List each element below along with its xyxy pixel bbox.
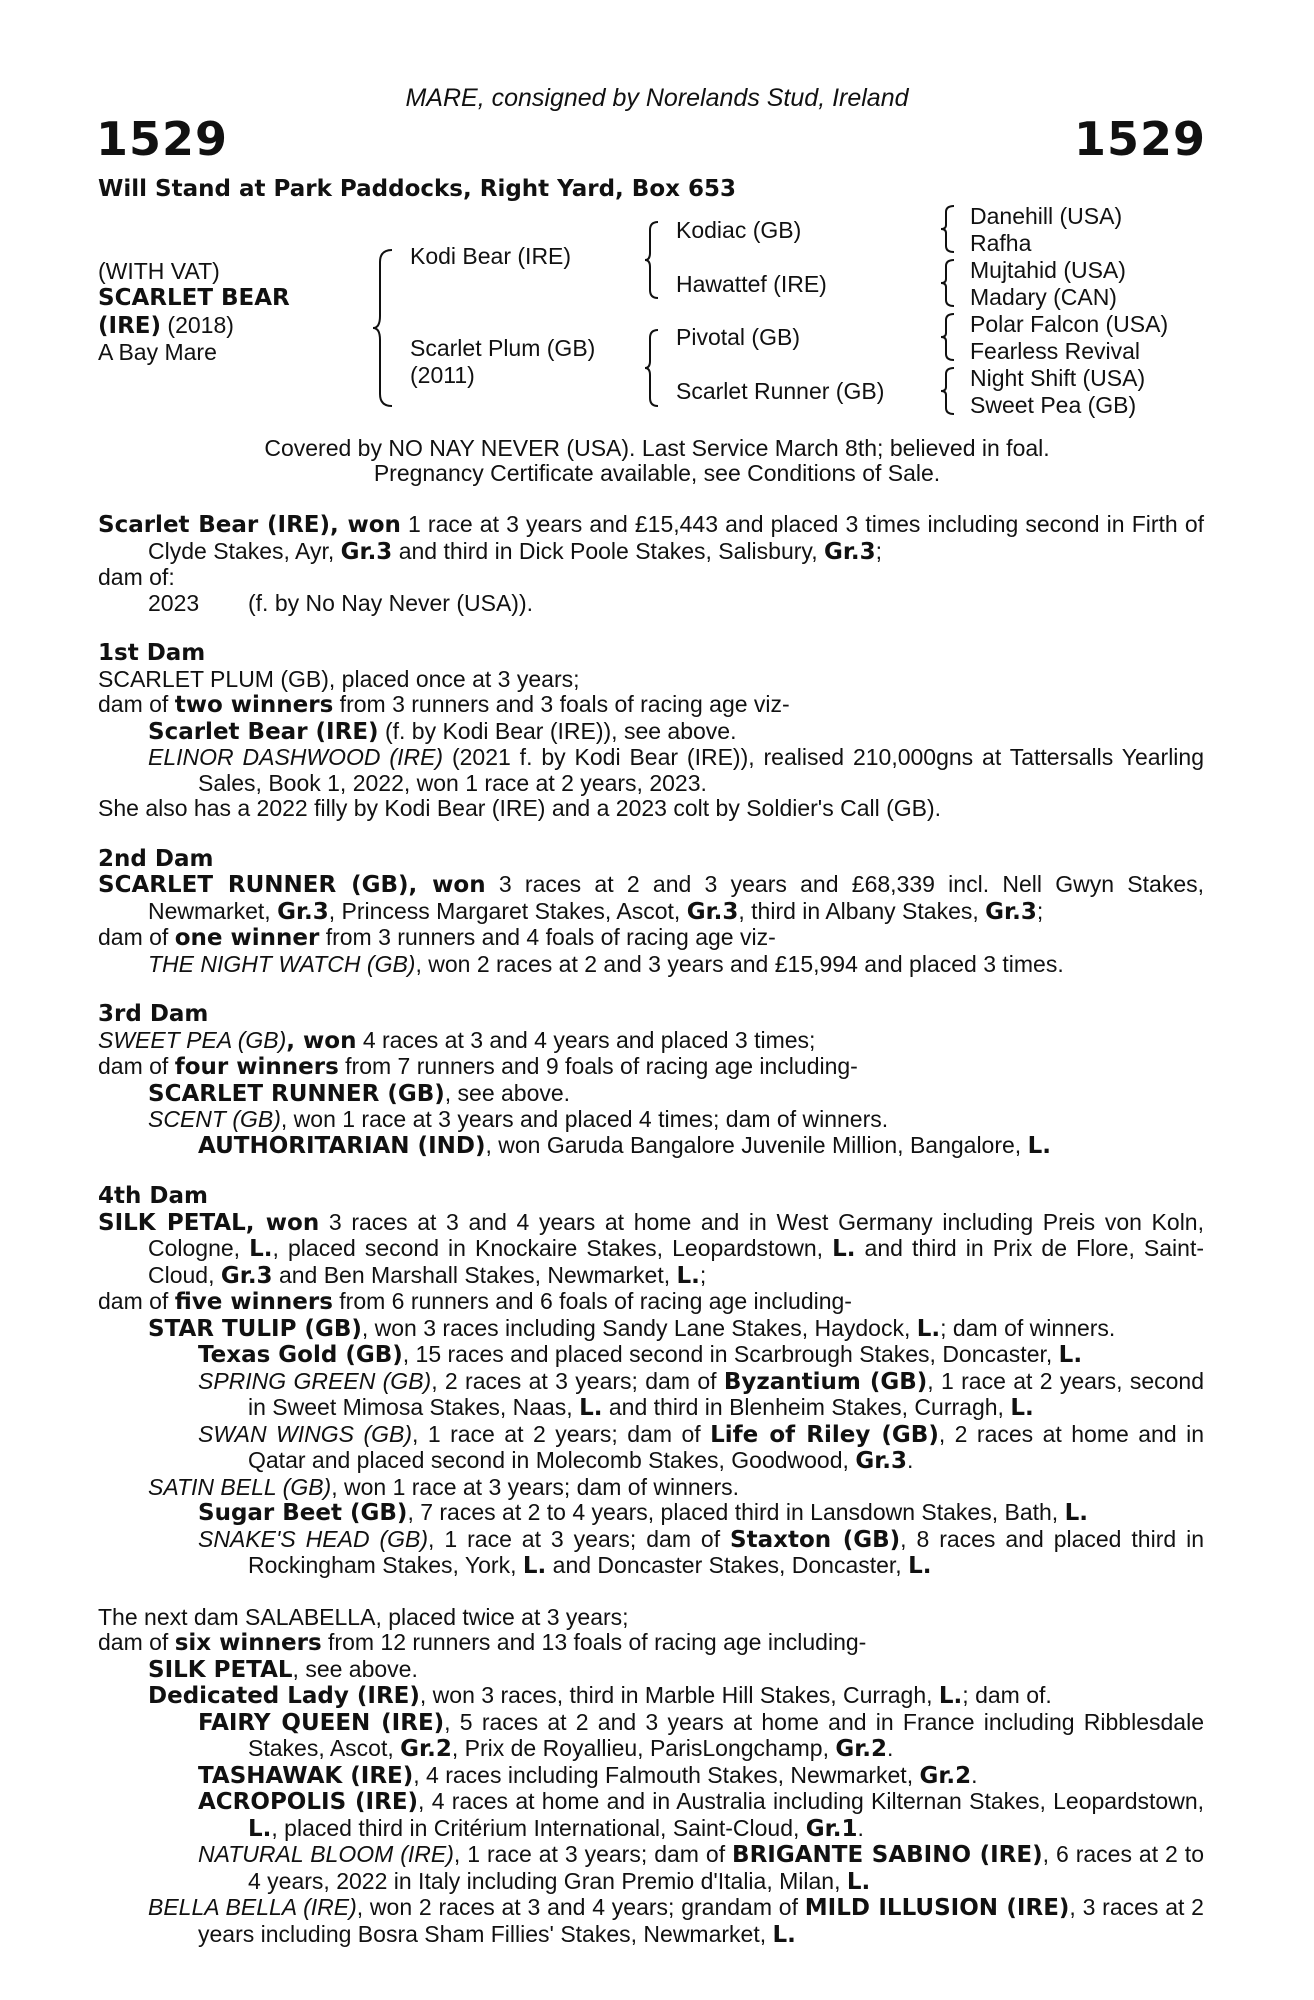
t: Gr.3 xyxy=(686,898,739,925)
t: , 3 races at 2 years including Bosra Sham Fillies' Stakes, Newmarket, xyxy=(198,1894,1204,1947)
lot-number-right: 1529 xyxy=(1073,112,1206,166)
t: , third in Albany Stakes, xyxy=(738,897,986,924)
dam4-sugar-beet xyxy=(98,1500,1204,1527)
t: (2021 f. by Kodi Bear (IRE)), realised 210,000gns at Tattersalls Yearling Sales, Book 1, 2022, won 1 race at 2 years, 2023. xyxy=(198,744,1204,796)
brace-gen2-bottom xyxy=(644,328,660,408)
t: , won Garuda Bangalore Juvenile Million, Bangalore, xyxy=(485,1131,1028,1158)
t: from 6 runners and 6 foals of racing age including- xyxy=(332,1288,852,1314)
t: five winners xyxy=(174,1289,333,1315)
next-acropolis xyxy=(98,1789,1204,1842)
gen4-night-shift: Night Shift (USA) xyxy=(970,365,1146,391)
gen4-fearless-revival: Fearless Revival xyxy=(970,338,1140,364)
t: SPRING GREEN (GB) xyxy=(198,1367,432,1394)
t: , won 2 races at 2 and 3 years and £15,994 and placed 3 times. xyxy=(415,950,1064,977)
t: ELINOR DASHWOOD (IRE) xyxy=(148,744,444,770)
t: , 2 races at 3 years; dam of xyxy=(431,1367,724,1394)
t: Gr.3 xyxy=(220,1262,273,1289)
t: dam of xyxy=(98,1629,175,1655)
dam3-line3 xyxy=(98,1081,1204,1108)
t: ; xyxy=(699,1261,707,1288)
t: Gr.2 xyxy=(400,1736,452,1762)
t: Dedicated Lady (IRE) xyxy=(148,1683,420,1709)
horse-country: (IRE) xyxy=(98,313,162,339)
t: 3 races at 3 and 4 years at home and in West Germany including Preis von Koln, Cologne, xyxy=(148,1208,1204,1261)
t: STAR TULIP (GB) xyxy=(148,1315,362,1342)
t: , 4 races at home and in Australia including Kilternan Stakes, Leopardstown, xyxy=(418,1788,1204,1814)
brace-gen3-1 xyxy=(940,204,956,254)
heading-1st-dam: 1st Dam xyxy=(98,640,206,666)
t: L. xyxy=(249,1236,273,1262)
t: dam of xyxy=(98,1053,175,1079)
intro-text-2: and third in Dick Poole Stakes, Salisbury, xyxy=(392,537,824,564)
t: Life of Riley (GB) xyxy=(710,1421,939,1448)
dam3-line4 xyxy=(98,1107,1204,1133)
t: , 8 races and placed third in Rockingham Stakes, York, xyxy=(248,1525,1204,1578)
t: Gr.3 xyxy=(985,898,1037,925)
intro-grade-1: Gr.3 xyxy=(340,538,393,565)
t: from 12 runners and 13 foals of racing age including- xyxy=(321,1629,867,1655)
foal-year: 2023 xyxy=(148,589,200,616)
dam3-line2 xyxy=(98,1054,1204,1081)
t: L. xyxy=(772,1921,796,1948)
t: SCARLET RUNNER (GB) xyxy=(148,1080,445,1107)
dam2-line2 xyxy=(98,925,1204,952)
brace-gen3-2 xyxy=(940,258,956,308)
gen4-madary: Madary (CAN) xyxy=(970,284,1117,310)
intro-text-1: 1 race at 3 years and £15,443 and placed 3 times including second in Firth of Clyde Stakes, Ayr, xyxy=(148,511,1204,564)
covered-line: Covered by NO NAY NEVER (USA). Last Service March 8th; believed in foal. xyxy=(264,435,1050,461)
t: L. xyxy=(938,1683,963,1709)
gen3-hawattef: Hawattef (IRE) xyxy=(676,271,827,297)
t: dam of xyxy=(98,691,175,717)
gen3-kodiac: Kodiac (GB) xyxy=(676,217,802,243)
t: , won 3 races including Sandy Lane Stakes, Haydock, xyxy=(361,1314,917,1341)
next-fairy-queen xyxy=(98,1710,1204,1763)
heading-4th-dam: 4th Dam xyxy=(98,1183,208,1209)
stand-location: Will Stand at Park Paddocks, Right Yard, Box 653 xyxy=(98,176,736,202)
gen3-pivotal: Pivotal (GB) xyxy=(676,324,800,350)
t: and Doncaster Stakes, Doncaster, xyxy=(546,1552,909,1578)
gen4-polar-falcon: Polar Falcon (USA) xyxy=(970,311,1169,337)
t: , Princess Margaret Stakes, Ascot, xyxy=(328,897,687,924)
t: Gr.3 xyxy=(277,898,329,925)
foal-desc: (f. by No Nay Never (USA)). xyxy=(248,589,533,616)
t: , placed third in Critérium International, Saint-Cloud, xyxy=(271,1814,806,1841)
consignor-line: MARE, consigned by Norelands Stud, Ireland xyxy=(405,84,909,112)
t: , 6 races at 2 to 4 years, 2022 in Italy including Gran Premio d'Italia, Milan, xyxy=(248,1841,1204,1894)
intro-foal xyxy=(98,591,1204,617)
dam4-star-tulip xyxy=(98,1316,1204,1343)
t: BRIGANTE SABINO (IRE) xyxy=(732,1842,1043,1868)
t: (f. by Kodi Bear (IRE)), see above. xyxy=(378,717,737,744)
next-silk-petal xyxy=(98,1657,1204,1684)
t: , see above. xyxy=(292,1655,418,1682)
t: L. xyxy=(908,1553,932,1579)
dam4-swan-wings xyxy=(98,1422,1204,1475)
lot-number-left: 1529 xyxy=(96,112,229,166)
t: , 15 races and placed second in Scarbrough Stakes, Doncaster, xyxy=(402,1341,1059,1367)
t: L. xyxy=(916,1315,941,1342)
gen4-danehill: Danehill (USA) xyxy=(970,203,1123,229)
t: six winners xyxy=(174,1630,322,1656)
t: , 2 races at home and in Qatar and placed second in Molecomb Stakes, Goodwood, xyxy=(248,1420,1204,1473)
horse-year: (2018) xyxy=(161,312,234,338)
brace-gen1 xyxy=(372,248,394,408)
dam4-line2 xyxy=(98,1289,1204,1316)
t: , won 1 race at 3 years and placed 4 times; dam of winners. xyxy=(280,1106,889,1132)
t: BELLA BELLA (IRE) xyxy=(148,1894,357,1920)
t: , won 2 races at 3 and 4 years; grandam of xyxy=(356,1894,805,1920)
t: from 7 runners and 9 foals of racing age including- xyxy=(338,1053,858,1079)
t: , 1 race at 2 years; dam of xyxy=(412,1420,711,1447)
t: SNAKE'S HEAD (GB) xyxy=(198,1525,429,1552)
t: and third in Blenheim Stakes, Curragh, xyxy=(602,1394,1011,1420)
t: AUTHORITARIAN (IND) xyxy=(198,1132,486,1159)
gen4-sweet-pea: Sweet Pea (GB) xyxy=(970,392,1137,418)
t: , won 1 race at 3 years; dam of winners. xyxy=(331,1473,740,1500)
next-natural-bloom xyxy=(98,1842,1204,1895)
dam2-line1 xyxy=(98,872,1204,925)
horse-name: SCARLET BEAR xyxy=(98,285,290,311)
t: from 3 runners and 3 foals of racing age viz- xyxy=(333,691,790,717)
t: SWAN WINGS (GB) xyxy=(198,1420,412,1447)
t: 3 races at 2 and 3 years and £68,339 incl. Nell Gwyn Stakes, Newmarket, xyxy=(148,871,1204,924)
dam4-texas-gold xyxy=(98,1342,1204,1369)
gen4-mujtahid: Mujtahid (USA) xyxy=(970,257,1126,283)
pregnancy-line: Pregnancy Certificate available, see Conditions of Sale. xyxy=(373,460,941,486)
t: THE NIGHT WATCH (GB) xyxy=(148,950,416,977)
t: ; xyxy=(1036,897,1044,924)
t: . xyxy=(887,1735,894,1761)
t: L. xyxy=(676,1262,700,1289)
t: . xyxy=(857,1814,864,1841)
t: SILK PETAL, won xyxy=(98,1209,320,1236)
t: Gr.3 xyxy=(855,1448,907,1474)
sire-name: Kodi Bear (IRE) xyxy=(410,243,572,269)
intro-paragraph xyxy=(98,512,1204,565)
t: 4 races at 3 and 4 years and placed 3 times; xyxy=(356,1026,816,1053)
t: , 5 races at 2 and 3 years at home and in France including Ribblesdale Stakes, Ascot, xyxy=(248,1708,1204,1761)
t: one winner xyxy=(174,925,320,951)
t: Staxton (GB) xyxy=(730,1526,901,1553)
t: , 4 races including Falmouth Stakes, Newmarket, xyxy=(413,1761,920,1788)
dam1-line3 xyxy=(98,719,1204,746)
dam-name: Scarlet Plum (GB) xyxy=(410,335,596,361)
t: SILK PETAL xyxy=(148,1656,293,1683)
t: from 3 runners and 4 foals of racing age viz- xyxy=(319,924,776,950)
t: ; dam of winners. xyxy=(940,1314,1116,1341)
intro-damof: dam of: xyxy=(98,564,175,590)
t: dam of xyxy=(98,1288,175,1314)
dam1-line4 xyxy=(98,745,1204,796)
brace-gen2-top xyxy=(644,220,660,300)
t: SCARLET RUNNER (GB), won xyxy=(98,872,486,898)
t: , 7 races at 2 to 4 years, placed third in Lansdown Stakes, Bath, xyxy=(407,1499,1065,1525)
dam3-line1 xyxy=(98,1028,1204,1055)
dam4-snakes-head xyxy=(98,1527,1204,1580)
t: L. xyxy=(579,1395,603,1421)
t: , won xyxy=(286,1027,357,1054)
dam1-line5: She also has a 2022 filly by Kodi Bear (IRE) and a 2023 colt by Soldier's Call (GB). xyxy=(98,795,942,821)
heading-3rd-dam: 3rd Dam xyxy=(98,1001,209,1027)
t: L. xyxy=(248,1815,272,1842)
t: L. xyxy=(522,1553,547,1579)
t: , 1 race at 3 years; dam of xyxy=(453,1841,733,1867)
t: SCENT (GB) xyxy=(148,1106,281,1132)
t: and Ben Marshall Stakes, Newmarket, xyxy=(272,1261,677,1288)
gen3-scarlet-runner: Scarlet Runner (GB) xyxy=(676,378,885,404)
t: two winners xyxy=(174,692,334,718)
heading-2nd-dam: 2nd Dam xyxy=(98,845,214,872)
dam1-line2 xyxy=(98,692,1204,719)
vat-note: (WITH VAT) xyxy=(98,258,220,284)
dam3-line5 xyxy=(98,1133,1204,1160)
dam2-line3 xyxy=(98,952,1204,978)
t: L. xyxy=(1064,1500,1088,1526)
gen4-rafha: Rafha xyxy=(970,230,1032,256)
dam1-line1: SCARLET PLUM (GB), placed once at 3 years; xyxy=(98,665,580,692)
t: , 1 race at 2 years, second in Sweet Mimosa Stakes, Naas, xyxy=(248,1367,1204,1420)
t: L. xyxy=(1010,1395,1034,1421)
t: Sugar Beet (GB) xyxy=(198,1500,408,1526)
brace-gen3-3 xyxy=(940,312,956,362)
next-dam-line2 xyxy=(98,1630,1204,1657)
t: L. xyxy=(1058,1342,1083,1368)
next-tashawak xyxy=(98,1763,1204,1790)
intro-text-3: ; xyxy=(875,537,883,564)
t: , 1 race at 3 years; dam of xyxy=(428,1525,731,1552)
t: Byzantium (GB) xyxy=(723,1368,928,1395)
brace-gen3-4 xyxy=(940,366,956,416)
pedigree-notes xyxy=(98,512,1204,1948)
t: Texas Gold (GB) xyxy=(198,1342,403,1368)
t: SATIN BELL (GB) xyxy=(148,1473,332,1500)
t: Gr.2 xyxy=(919,1762,972,1789)
t: MILD ILLUSION (IRE) xyxy=(804,1895,1070,1921)
t: Scarlet Bear (IRE) xyxy=(148,718,379,745)
t: L. xyxy=(846,1868,871,1895)
t: dam of xyxy=(98,924,175,950)
t: . xyxy=(971,1761,978,1788)
next-bella-bella xyxy=(98,1895,1204,1948)
next-dedicated-lady xyxy=(98,1683,1204,1710)
horse-name-line2 xyxy=(98,312,234,340)
t: ; dam of. xyxy=(962,1682,1052,1708)
dam4-spring-green xyxy=(98,1369,1204,1422)
next-dam-line1: The next dam SALABELLA, placed twice at 3 years; xyxy=(98,1603,629,1630)
t: . xyxy=(907,1447,914,1473)
t: four winners xyxy=(174,1054,339,1080)
t: SWEET PEA (GB) xyxy=(98,1026,287,1053)
t: Gr.1 xyxy=(805,1815,858,1842)
t: , placed second in Knockaire Stakes, Leopardstown, xyxy=(272,1235,833,1261)
t: , Prix de Royallieu, ParisLongchamp, xyxy=(451,1735,836,1761)
t: ACROPOLIS (IRE) xyxy=(198,1789,419,1815)
t: Gr.2 xyxy=(835,1736,888,1762)
t: FAIRY QUEEN (IRE) xyxy=(198,1709,445,1736)
dam-year: (2011) xyxy=(410,362,475,388)
t: L. xyxy=(1027,1132,1051,1159)
intro-horse: Scarlet Bear (IRE), won xyxy=(98,512,401,538)
dam4-satin-bell xyxy=(98,1475,1204,1501)
t: L. xyxy=(832,1236,856,1262)
t: , see above. xyxy=(444,1079,571,1106)
t: , won 3 races, third in Marble Hill Stakes, Curragh, xyxy=(419,1682,939,1708)
t: NATURAL BLOOM (IRE) xyxy=(198,1841,454,1867)
t: and third in Prix de Flore, Saint-Cloud, xyxy=(148,1235,1204,1288)
horse-description: A Bay Mare xyxy=(98,339,217,365)
intro-grade-2: Gr.3 xyxy=(823,538,876,565)
t: TASHAWAK (IRE) xyxy=(198,1762,414,1789)
dam4-line1 xyxy=(98,1210,1204,1290)
